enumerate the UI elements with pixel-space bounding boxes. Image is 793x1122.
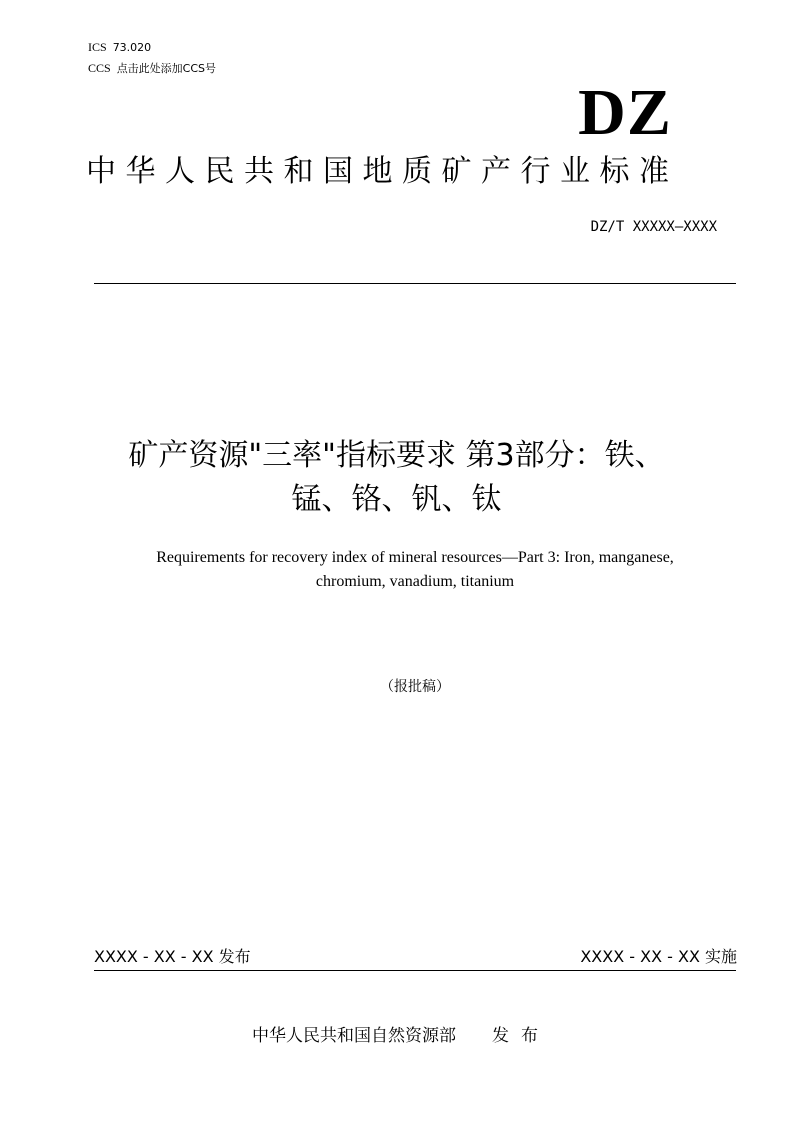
standard-org-title: 中华人民共和国地质矿产行业标准 bbox=[86, 154, 679, 189]
draft-label: （报批稿） bbox=[380, 679, 450, 695]
ccs-placeholder[interactable]: 点击此处添加CCS号 bbox=[116, 62, 217, 75]
ics-code: 73.020 bbox=[112, 41, 152, 54]
publisher-issue: 发布 bbox=[492, 1026, 550, 1046]
standard-code: DZ/T XXXXX—XXXX bbox=[590, 219, 717, 235]
release-date: XXXX - XX - XX 发布 bbox=[94, 947, 251, 966]
title-en-line2: chromium, vanadium, titanium bbox=[315, 573, 515, 590]
dz-logo: DZ bbox=[578, 76, 672, 149]
ics-line bbox=[88, 40, 151, 55]
ccs-line bbox=[88, 61, 216, 76]
title-cn-line1: 矿产资源"三率"指标要求 第3部分：铁、 bbox=[128, 438, 665, 473]
title-en-line1: Requirements for recovery index of mineral resources—Part 3: Iron, manganese, bbox=[156, 549, 674, 566]
ics-label: ICS bbox=[88, 40, 107, 54]
title-cn-line2: 锰、铬、钒、钛 bbox=[291, 482, 502, 517]
bottom-divider bbox=[94, 970, 736, 971]
ccs-label: CCS bbox=[88, 61, 111, 75]
implement-date: XXXX - XX - XX 实施 bbox=[580, 947, 737, 966]
publisher-line bbox=[252, 1025, 550, 1047]
publisher-name: 中华人民共和国自然资源部 bbox=[252, 1026, 456, 1046]
top-divider bbox=[94, 283, 736, 284]
